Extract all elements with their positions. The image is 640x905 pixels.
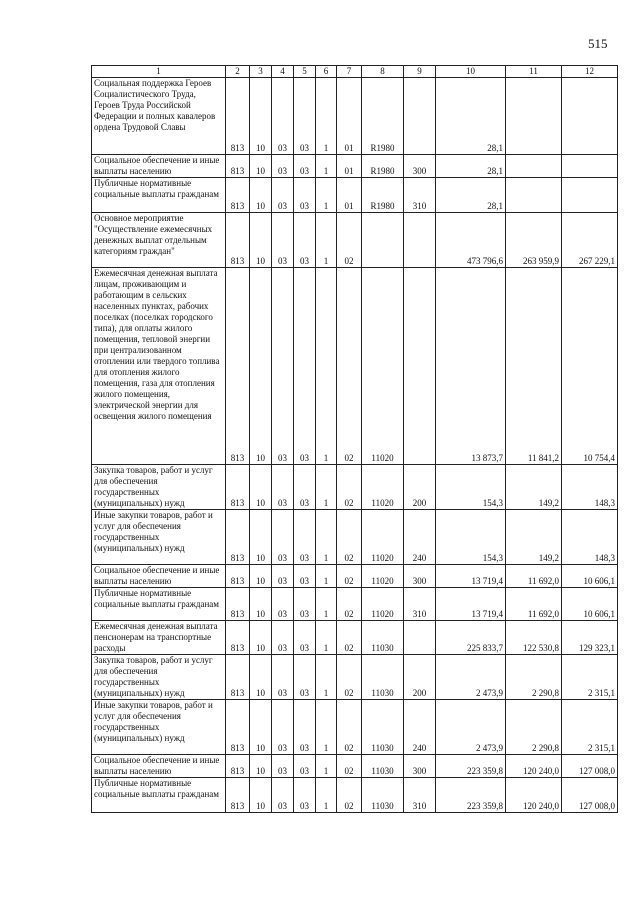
cell-c8: R1980 [362,155,404,178]
cell-c6: 1 [316,778,337,813]
cell-c9 [404,268,436,465]
cell-c10: 223 359,8 [436,755,506,778]
cell-c7: 02 [337,510,362,565]
cell-c3: 10 [250,510,272,565]
cell-c5: 03 [294,621,316,655]
cell-c7: 02 [337,213,362,268]
cell-c2: 813 [226,178,250,213]
cell-c9: 200 [404,655,436,700]
cell-c3: 10 [250,565,272,588]
cell-c9 [404,78,436,155]
cell-c5: 03 [294,700,316,755]
cell-c3: 10 [250,700,272,755]
cell-c4: 03 [272,155,294,178]
header-cell: 6 [316,66,337,78]
cell-c5: 03 [294,588,316,621]
cell-c9: 200 [404,465,436,510]
cell-c11: 120 240,0 [506,755,562,778]
cell-c11 [506,178,562,213]
cell-c10: 28,1 [436,78,506,155]
cell-c4: 03 [272,588,294,621]
cell-c10: 13 719,4 [436,588,506,621]
cell-c3: 10 [250,588,272,621]
header-cell: 10 [436,66,506,78]
row-name: Ежемесячная денежная выплата лицам, проживающим и работающим в сельских населенных пунктах, рабочих поселках (поселках городского типа), для оплаты жилого помещения, тепловой энергии при централизованном отоплении или твердого топлива для отопления жилого помещения, газа для отопления жилого помещения, электрической энергии для освещения жилого помещения [92,268,226,465]
cell-c12: 10 754,4 [562,268,618,465]
cell-c2: 813 [226,565,250,588]
cell-c11: 2 290,8 [506,700,562,755]
table-row [92,755,618,778]
cell-c11: 149,2 [506,465,562,510]
table-row [92,78,618,155]
cell-c7: 02 [337,655,362,700]
table-row [92,155,618,178]
cell-c2: 813 [226,268,250,465]
cell-c10: 225 833,7 [436,621,506,655]
cell-c6: 1 [316,510,337,565]
cell-c12: 127 008,0 [562,755,618,778]
header-cell: 12 [562,66,618,78]
cell-c7: 02 [337,465,362,510]
cell-c7: 02 [337,755,362,778]
cell-c11: 11 692,0 [506,588,562,621]
header-cell: 4 [272,66,294,78]
row-name: Публичные нормативные социальные выплаты гражданам [92,778,226,813]
cell-c12: 148,3 [562,465,618,510]
cell-c11: 2 290,8 [506,655,562,700]
table-row [92,465,618,510]
cell-c8 [362,213,404,268]
row-name: Иные закупки товаров, работ и услуг для обеспечения государственных (муниципальных) нужд [92,700,226,755]
header-cell: 1 [92,66,226,78]
cell-c4: 03 [272,565,294,588]
header-cell: 11 [506,66,562,78]
cell-c7: 02 [337,621,362,655]
cell-c5: 03 [294,213,316,268]
cell-c7: 02 [337,565,362,588]
cell-c10: 223 359,8 [436,778,506,813]
cell-c6: 1 [316,268,337,465]
cell-c4: 03 [272,655,294,700]
cell-c8: R1980 [362,178,404,213]
cell-c2: 813 [226,700,250,755]
cell-c8: 11020 [362,268,404,465]
cell-c11: 120 240,0 [506,778,562,813]
cell-c6: 1 [316,78,337,155]
cell-c7: 02 [337,700,362,755]
row-name: Закупка товаров, работ и услуг для обеспечения государственных (муниципальных) нужд [92,465,226,510]
cell-c7: 02 [337,778,362,813]
cell-c3: 10 [250,268,272,465]
cell-c8: 11030 [362,655,404,700]
cell-c10: 28,1 [436,178,506,213]
cell-c11: 263 959,9 [506,213,562,268]
cell-c6: 1 [316,588,337,621]
cell-c7: 01 [337,178,362,213]
cell-c9: 300 [404,755,436,778]
cell-c12 [562,155,618,178]
cell-c2: 813 [226,778,250,813]
row-name: Ежемесячная денежная выплата пенсионерам на транспортные расходы [92,621,226,655]
cell-c12 [562,178,618,213]
table-row [92,655,618,700]
cell-c6: 1 [316,213,337,268]
cell-c3: 10 [250,465,272,510]
cell-c9 [404,213,436,268]
cell-c4: 03 [272,700,294,755]
cell-c8: 11030 [362,755,404,778]
cell-c2: 813 [226,213,250,268]
cell-c9 [404,621,436,655]
cell-c3: 10 [250,621,272,655]
cell-c11 [506,155,562,178]
cell-c10: 28,1 [436,155,506,178]
cell-c10: 473 796,6 [436,213,506,268]
cell-c6: 1 [316,755,337,778]
cell-c5: 03 [294,268,316,465]
cell-c5: 03 [294,510,316,565]
cell-c12: 267 229,1 [562,213,618,268]
cell-c11 [506,78,562,155]
cell-c5: 03 [294,778,316,813]
header-cell: 5 [294,66,316,78]
cell-c12: 148,3 [562,510,618,565]
table-row [92,268,618,465]
cell-c3: 10 [250,655,272,700]
row-name: Иные закупки товаров, работ и услуг для обеспечения государственных (муниципальных) нужд [92,510,226,565]
cell-c6: 1 [316,155,337,178]
header-cell: 3 [250,66,272,78]
cell-c3: 10 [250,778,272,813]
cell-c9: 240 [404,700,436,755]
cell-c5: 03 [294,465,316,510]
row-name: Публичные нормативные социальные выплаты гражданам [92,178,226,213]
cell-c11: 11 841,2 [506,268,562,465]
table-row [92,565,618,588]
cell-c12: 10 606,1 [562,565,618,588]
cell-c12: 129 323,1 [562,621,618,655]
row-name: Социальная поддержка Героев Социалистического Труда, Героев Труда Российской Федерации и полных кавалеров ордена Трудовой Славы [92,78,226,155]
table-row [92,213,618,268]
cell-c2: 813 [226,510,250,565]
row-name: Социальное обеспечение и иные выплаты населению [92,565,226,588]
cell-c3: 10 [250,178,272,213]
cell-c8: 11030 [362,778,404,813]
cell-c10: 13 873,7 [436,268,506,465]
cell-c8: 11020 [362,465,404,510]
row-name: Социальное обеспечение и иные выплаты населению [92,155,226,178]
header-cell: 8 [362,66,404,78]
cell-c9: 300 [404,155,436,178]
cell-c2: 813 [226,78,250,155]
cell-c6: 1 [316,621,337,655]
header-row [92,66,618,78]
cell-c10: 13 719,4 [436,565,506,588]
cell-c12: 127 008,0 [562,778,618,813]
cell-c8: R1980 [362,78,404,155]
cell-c9: 310 [404,778,436,813]
cell-c7: 02 [337,588,362,621]
cell-c2: 813 [226,755,250,778]
cell-c4: 03 [272,78,294,155]
cell-c4: 03 [272,178,294,213]
cell-c3: 10 [250,755,272,778]
table-row [92,510,618,565]
cell-c6: 1 [316,465,337,510]
cell-c7: 02 [337,268,362,465]
cell-c2: 813 [226,155,250,178]
cell-c12: 2 315,1 [562,655,618,700]
cell-c5: 03 [294,178,316,213]
cell-c4: 03 [272,213,294,268]
cell-c9: 310 [404,588,436,621]
table-row [92,700,618,755]
cell-c5: 03 [294,155,316,178]
budget-table [91,65,618,813]
cell-c2: 813 [226,465,250,510]
cell-c7: 01 [337,78,362,155]
cell-c6: 1 [316,700,337,755]
cell-c8: 11030 [362,621,404,655]
cell-c2: 813 [226,588,250,621]
cell-c9: 300 [404,565,436,588]
cell-c4: 03 [272,621,294,655]
cell-c4: 03 [272,268,294,465]
cell-c10: 2 473,9 [436,700,506,755]
cell-c2: 813 [226,621,250,655]
cell-c11: 122 530,8 [506,621,562,655]
cell-c10: 2 473,9 [436,655,506,700]
cell-c9: 310 [404,178,436,213]
row-name: Основное мероприятие "Осуществление ежемесячных денежных выплат отдельным категориям граждан" [92,213,226,268]
cell-c6: 1 [316,655,337,700]
cell-c6: 1 [316,565,337,588]
cell-c11: 149,2 [506,510,562,565]
cell-c2: 813 [226,655,250,700]
header-cell: 2 [226,66,250,78]
cell-c10: 154,3 [436,510,506,565]
cell-c5: 03 [294,755,316,778]
cell-c11: 11 692,0 [506,565,562,588]
row-name: Социальное обеспечение и иные выплаты населению [92,755,226,778]
cell-c6: 1 [316,178,337,213]
cell-c5: 03 [294,78,316,155]
cell-c9: 240 [404,510,436,565]
cell-c8: 11030 [362,700,404,755]
cell-c4: 03 [272,465,294,510]
cell-c7: 01 [337,155,362,178]
cell-c3: 10 [250,213,272,268]
cell-c4: 03 [272,510,294,565]
table-row [92,778,618,813]
table-row [92,621,618,655]
cell-c8: 11020 [362,510,404,565]
cell-c5: 03 [294,565,316,588]
cell-c12: 2 315,1 [562,700,618,755]
cell-c3: 10 [250,155,272,178]
table-row [92,178,618,213]
header-cell: 9 [404,66,436,78]
cell-c8: 11020 [362,588,404,621]
cell-c8: 11020 [362,565,404,588]
cell-c4: 03 [272,755,294,778]
cell-c10: 154,3 [436,465,506,510]
table-row [92,588,618,621]
cell-c5: 03 [294,655,316,700]
header-cell: 7 [337,66,362,78]
row-name: Публичные нормативные социальные выплаты гражданам [92,588,226,621]
row-name: Закупка товаров, работ и услуг для обеспечения государственных (муниципальных) нужд [92,655,226,700]
cell-c12: 10 606,1 [562,588,618,621]
cell-c12 [562,78,618,155]
page-number: 515 [588,36,608,51]
cell-c3: 10 [250,78,272,155]
cell-c4: 03 [272,778,294,813]
